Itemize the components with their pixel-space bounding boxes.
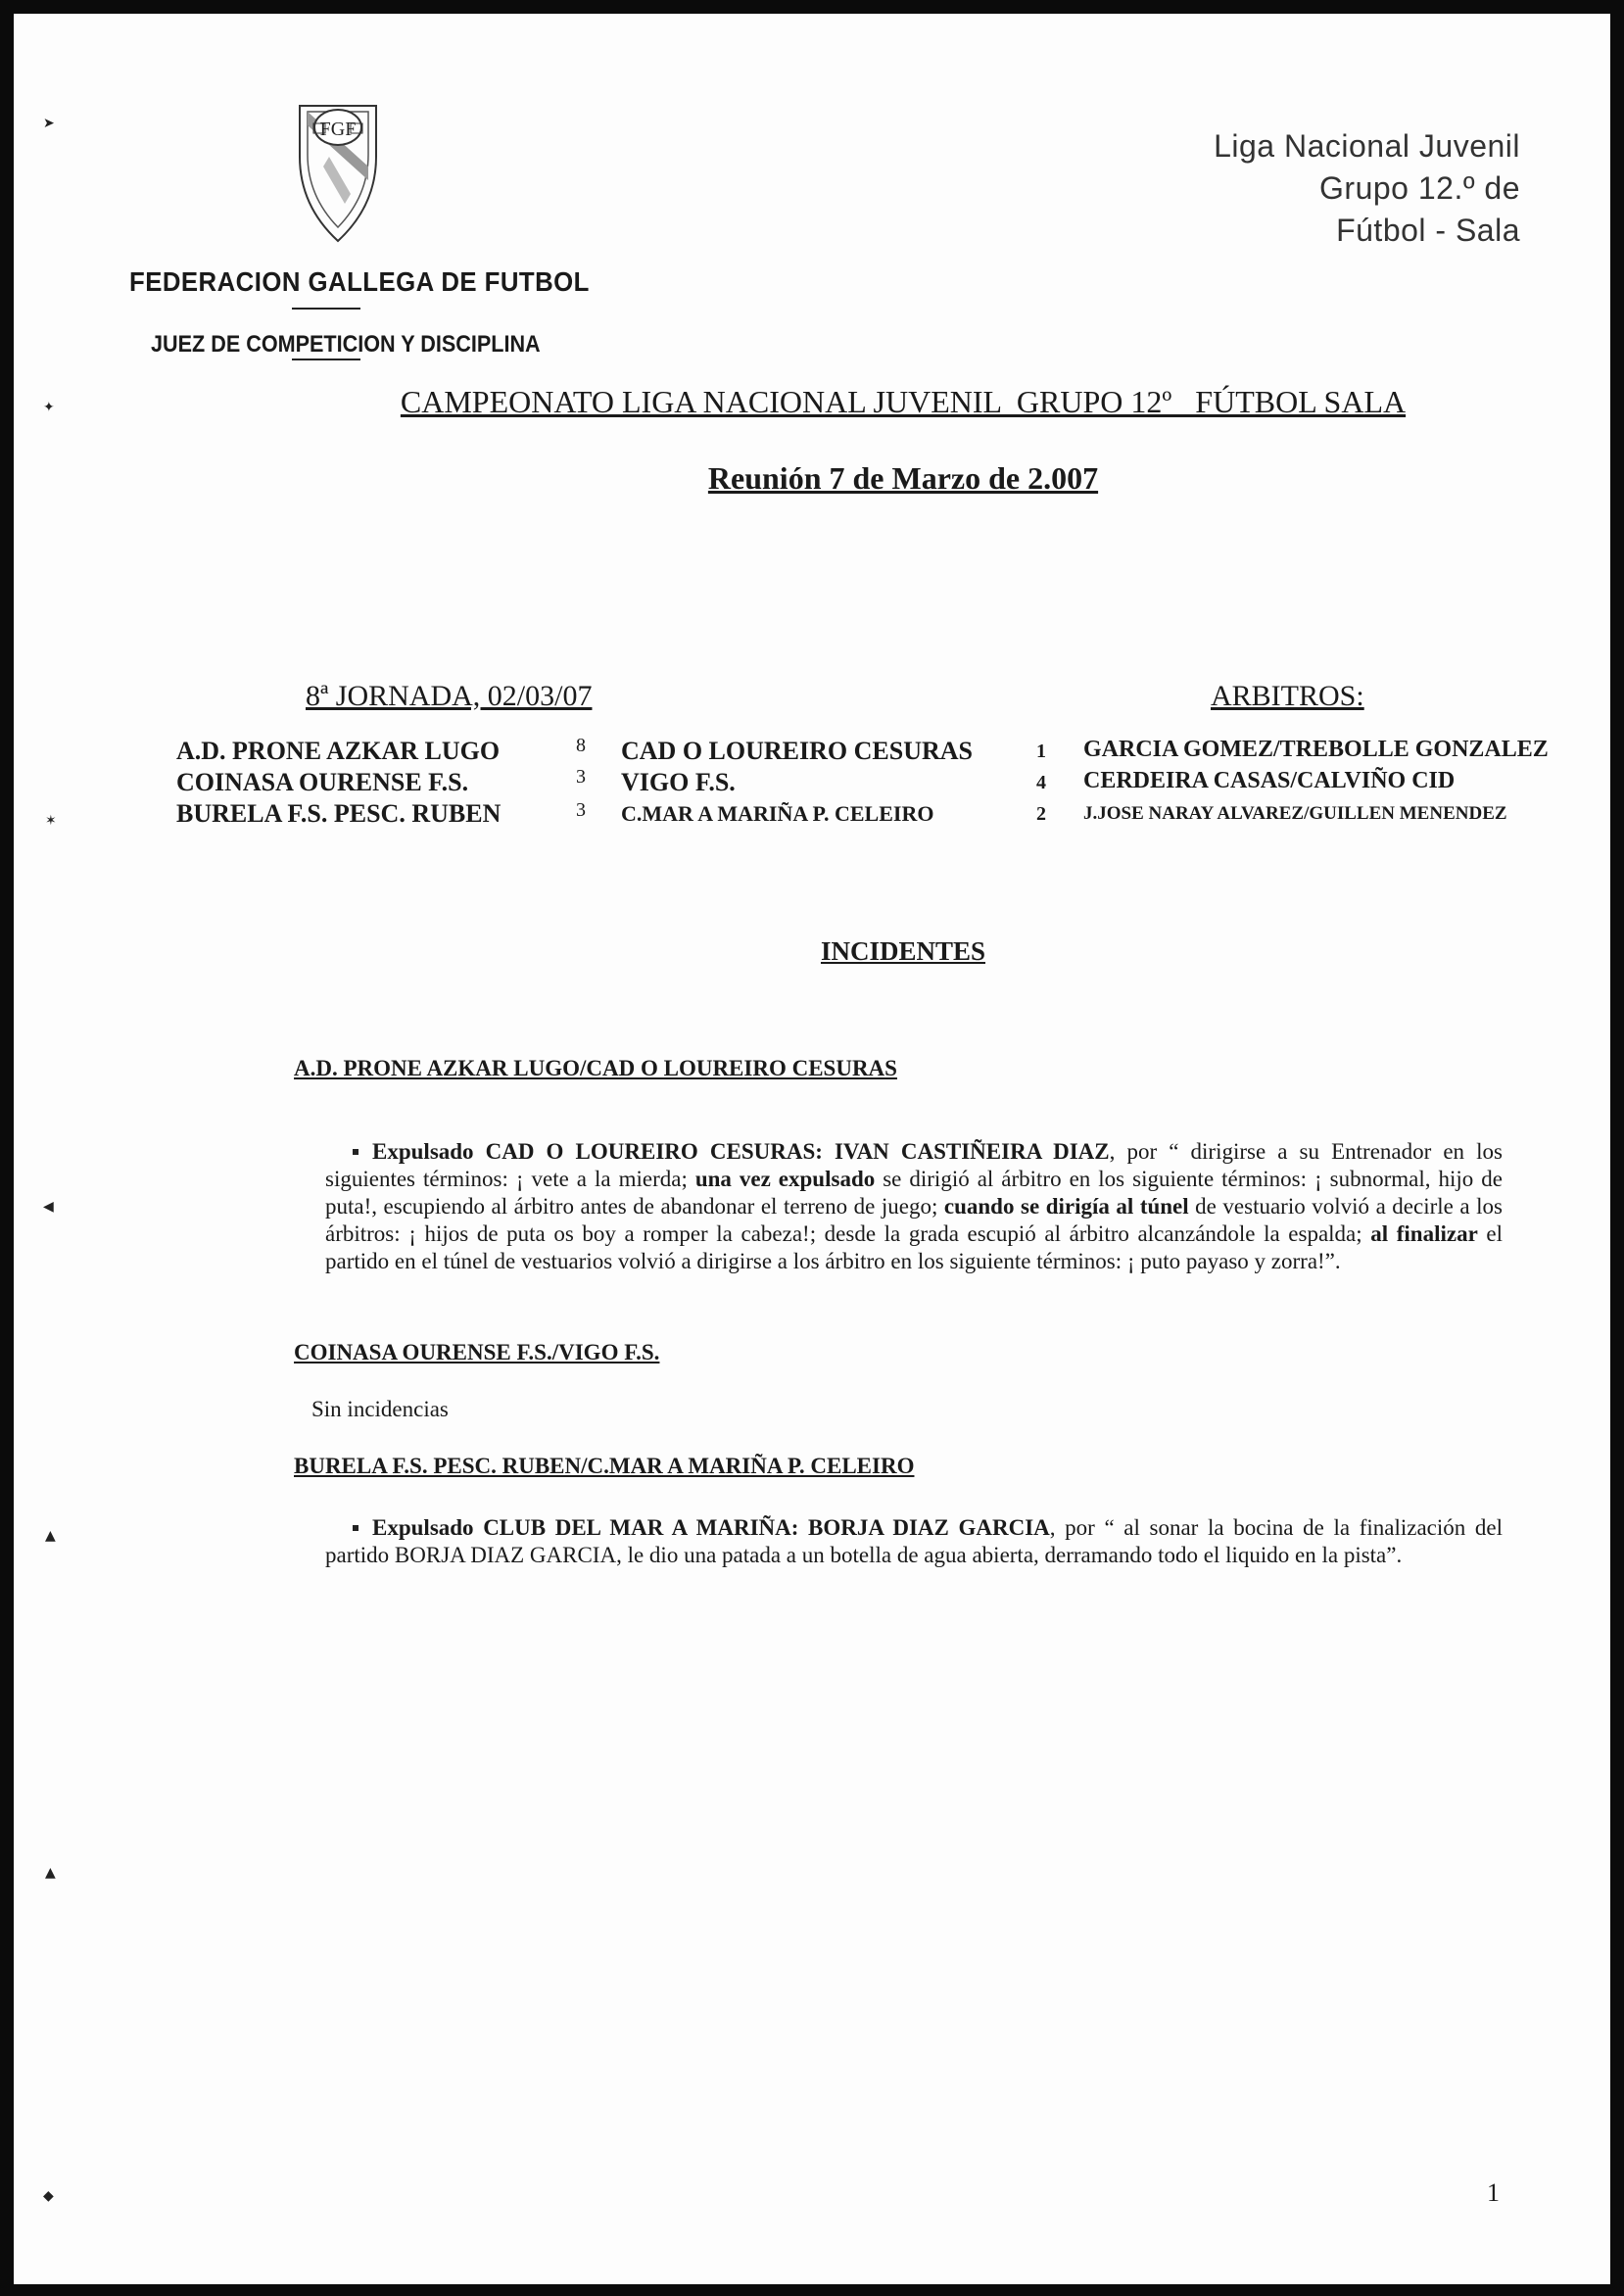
federation-name: FEDERACION GALLEGA DE FUTBOL xyxy=(129,266,590,297)
incident-text: el partido en el túnel de vestuarios volvió a dirigirse a los árbitro en los siguiente términos: ¡ puto payaso y zorra!”. xyxy=(325,1221,1503,1273)
federation-crest-logo xyxy=(294,98,382,243)
home-team: A.D. PRONE AZKAR LUGO xyxy=(176,737,501,765)
away-score: 2 xyxy=(1036,803,1046,825)
incident-bold: cuando se dirigía al túnel xyxy=(943,1194,1189,1219)
incident-paragraph xyxy=(325,1138,1503,1275)
jornada-heading: 8ª JORNADA, 02/03/07 xyxy=(306,680,593,712)
page-number: 1 xyxy=(1487,2178,1500,2207)
away-score: 1 xyxy=(1036,741,1046,762)
home-score: 3 xyxy=(576,799,586,821)
incident-bold: al finalizar xyxy=(1370,1221,1478,1246)
scan-mark-icon: ➤ xyxy=(43,116,55,131)
incident-text: , por “ al sonar la bocina de la finalización del partido BORJA DIAZ GARCIA, le dio una patada a un botella de agua abierta, derramando todo el liquido en la pista”. xyxy=(325,1515,1504,1567)
divider xyxy=(292,308,360,310)
home-score: 3 xyxy=(576,766,586,788)
away-team: VIGO F.S. xyxy=(621,768,736,796)
bullet-icon xyxy=(353,1525,358,1531)
incident-paragraph xyxy=(325,1514,1503,1569)
incident-bold: Expulsado CLUB DEL MAR A MARIÑA: BORJA DIAZ GARCIA xyxy=(372,1515,1050,1540)
svg-text:FGF: FGF xyxy=(319,119,357,140)
scan-mark-icon: ▲ xyxy=(45,1528,56,1544)
referees: GARCIA GOMEZ/TREBOLLE GONZALEZ xyxy=(1083,737,1549,762)
incident-text: Sin incidencias xyxy=(311,1397,449,1421)
home-team: COINASA OURENSE F.S. xyxy=(176,768,469,796)
away-team: CAD O LOUREIRO CESURAS xyxy=(621,737,973,765)
incident-match-title: COINASA OURENSE F.S./VIGO F.S. xyxy=(294,1340,660,1364)
incident-text: de vestuario volvió a decirle a los árbitros: ¡ hijos de puta os boy a romper la cabeza!; desde la grada escupió al árbitro alcanzándole la espalda; xyxy=(325,1194,1503,1246)
scan-mark-icon: ✦ xyxy=(43,400,55,415)
incident-text: se dirigió al árbitro en los siguiente términos: ¡ subnormal, hijo de puta!, escupiendo al árbitro antes de abandonar el terreno de juego; xyxy=(325,1167,1503,1219)
divider xyxy=(292,359,360,360)
incident-bold: una vez expulsado xyxy=(694,1167,876,1191)
league-line: Liga Nacional Juvenil xyxy=(1214,128,1520,164)
referees-heading: ARBITROS: xyxy=(1211,680,1364,712)
scan-mark-icon: ◆ xyxy=(43,2188,54,2204)
scan-mark-icon: ▲ xyxy=(45,1865,56,1881)
incident-text: , por “ dirigirse a su Entrenador en los siguientes términos: ¡ vete a la mierda; xyxy=(325,1139,1503,1191)
league-line: Fútbol - Sala xyxy=(1336,213,1520,248)
bullet-icon xyxy=(353,1149,358,1155)
incident-bold: Expulsado CAD O LOUREIRO CESURAS: IVAN CASTIÑEIRA DIAZ xyxy=(372,1139,1110,1164)
away-team: C.MAR A MARIÑA P. CELEIRO xyxy=(621,801,934,826)
referees: J.JOSE NARAY ALVAREZ/GUILLEN MENENDEZ xyxy=(1083,803,1507,824)
home-team: BURELA F.S. PESC. RUBEN xyxy=(176,799,502,828)
incident-match-title: A.D. PRONE AZKAR LUGO/CAD O LOUREIRO CESURAS xyxy=(294,1056,897,1080)
scan-mark-icon: ◀ xyxy=(43,1199,54,1215)
document-page xyxy=(14,14,1610,2284)
referees: CERDEIRA CASAS/CALVIÑO CID xyxy=(1083,768,1456,793)
incidents-heading: INCIDENTES xyxy=(820,936,986,966)
home-score: 8 xyxy=(576,735,586,756)
incident-match-title: BURELA F.S. PESC. RUBEN/C.MAR A MARIÑA P. CELEIRO xyxy=(294,1454,915,1478)
away-score: 4 xyxy=(1036,772,1046,793)
meeting-date: Reunión 7 de Marzo de 2.007 xyxy=(707,460,1099,496)
scan-mark-icon: ✶ xyxy=(45,813,57,829)
judge-title: JUEZ DE COMPETICION Y DISCIPLINA xyxy=(151,331,541,358)
document-title: CAMPEONATO LIGA NACIONAL JUVENIL GRUPO 12º FÚTBOL SALA xyxy=(400,384,1407,419)
league-line: Grupo 12.º de xyxy=(1319,170,1520,206)
league-label xyxy=(1214,125,1520,252)
